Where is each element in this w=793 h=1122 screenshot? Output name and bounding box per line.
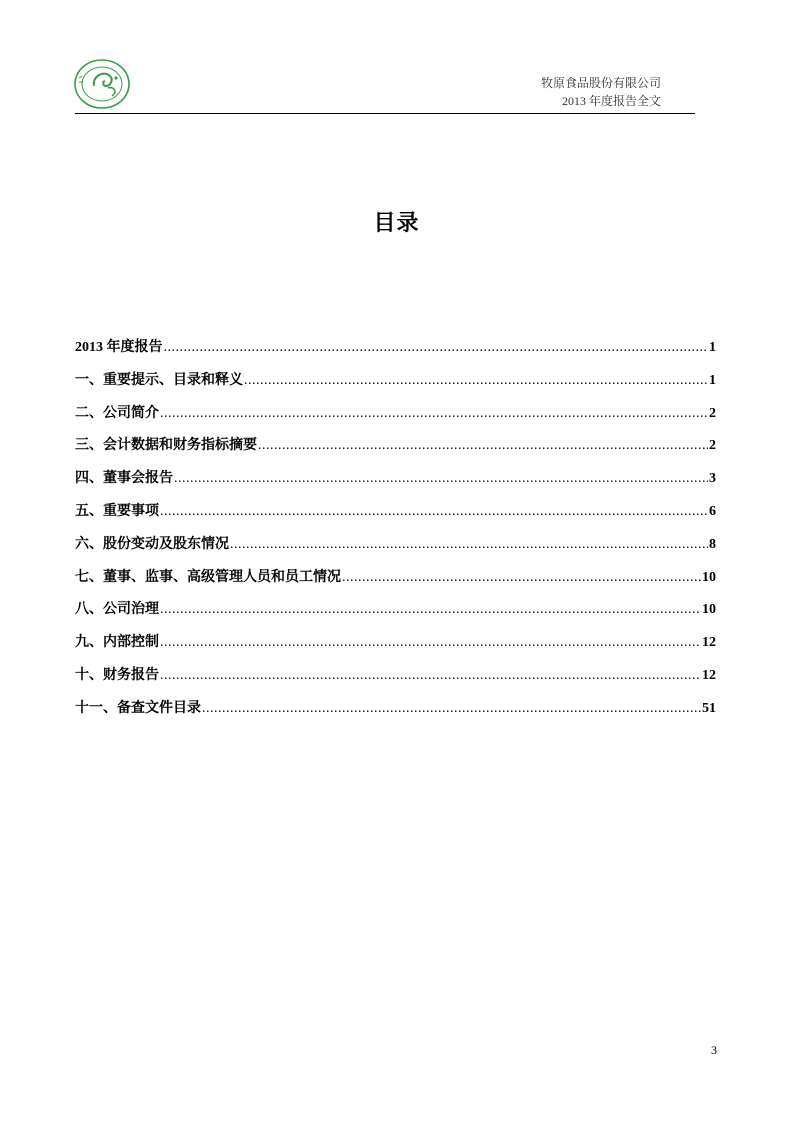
toc-entry-label: 十一、备查文件目录 — [75, 700, 201, 716]
toc-entry-page: 3 — [709, 471, 716, 487]
toc-entry-page: 2 — [709, 405, 716, 421]
toc-entry-page: 2 — [709, 438, 716, 454]
table-of-contents — [75, 336, 716, 730]
toc-entry-page: 10 — [702, 602, 716, 618]
toc-entry[interactable] — [75, 369, 716, 402]
toc-dot-leader — [160, 668, 701, 684]
toc-entry-page: 1 — [709, 340, 716, 355]
toc-entry-page: 6 — [709, 503, 716, 519]
toc-dot-leader — [244, 373, 708, 389]
toc-entry-label: 七、董事、监事、高级管理人员和员工情况 — [75, 569, 341, 585]
toc-entry-label: 二、公司简介 — [75, 405, 159, 421]
toc-entry-label: 五、重要事项 — [75, 503, 159, 519]
toc-dot-leader — [342, 570, 701, 586]
toc-entry-label: 八、公司治理 — [75, 602, 159, 618]
toc-entry[interactable] — [75, 697, 716, 730]
page-number: 3 — [711, 1043, 717, 1057]
muyuan-logo-icon — [70, 56, 134, 112]
toc-entry[interactable] — [75, 500, 716, 533]
toc-dot-leader — [160, 635, 701, 651]
header-text — [541, 74, 661, 110]
toc-entry-label: 2013 年度报告 — [75, 340, 163, 355]
toc-dot-leader — [230, 537, 708, 553]
report-title: 2013 年度报告全文 — [561, 94, 661, 108]
toc-entry[interactable] — [75, 631, 716, 664]
toc-entry[interactable] — [75, 598, 716, 631]
toc-entry-label: 四、董事会报告 — [75, 471, 173, 487]
company-name: 牧原食品股份有限公司 — [540, 76, 661, 90]
toc-entry-page: 1 — [709, 372, 716, 388]
toc-entry-label: 十、财务报告 — [75, 667, 159, 683]
toc-entry-page: 12 — [702, 635, 716, 651]
toc-entry[interactable] — [75, 566, 716, 599]
header-divider — [75, 113, 695, 114]
toc-dot-leader — [174, 471, 708, 487]
toc-dot-leader — [160, 406, 708, 422]
toc-entry[interactable] — [75, 336, 716, 369]
toc-entry-page: 12 — [702, 667, 716, 683]
toc-entry-label: 六、股份变动及股东情况 — [75, 536, 229, 552]
toc-entry[interactable] — [75, 467, 716, 500]
toc-entry-page: 51 — [702, 700, 716, 716]
toc-entry[interactable] — [75, 402, 716, 435]
page-title: 目录 — [373, 210, 420, 235]
company-logo — [70, 56, 134, 112]
toc-dot-leader — [258, 438, 708, 454]
toc-entry-page: 10 — [702, 569, 716, 585]
toc-dot-leader — [202, 701, 701, 717]
toc-entry[interactable] — [75, 434, 716, 467]
toc-entry[interactable] — [75, 533, 716, 566]
toc-dot-leader — [160, 504, 708, 520]
toc-dot-leader — [160, 602, 701, 618]
toc-dot-leader — [164, 340, 709, 356]
toc-entry-page: 8 — [709, 536, 716, 552]
toc-entry[interactable] — [75, 664, 716, 697]
toc-entry-label: 一、重要提示、目录和释义 — [75, 372, 243, 388]
toc-entry-label: 九、内部控制 — [75, 635, 159, 651]
toc-entry-label: 三、会计数据和财务指标摘要 — [75, 438, 257, 454]
